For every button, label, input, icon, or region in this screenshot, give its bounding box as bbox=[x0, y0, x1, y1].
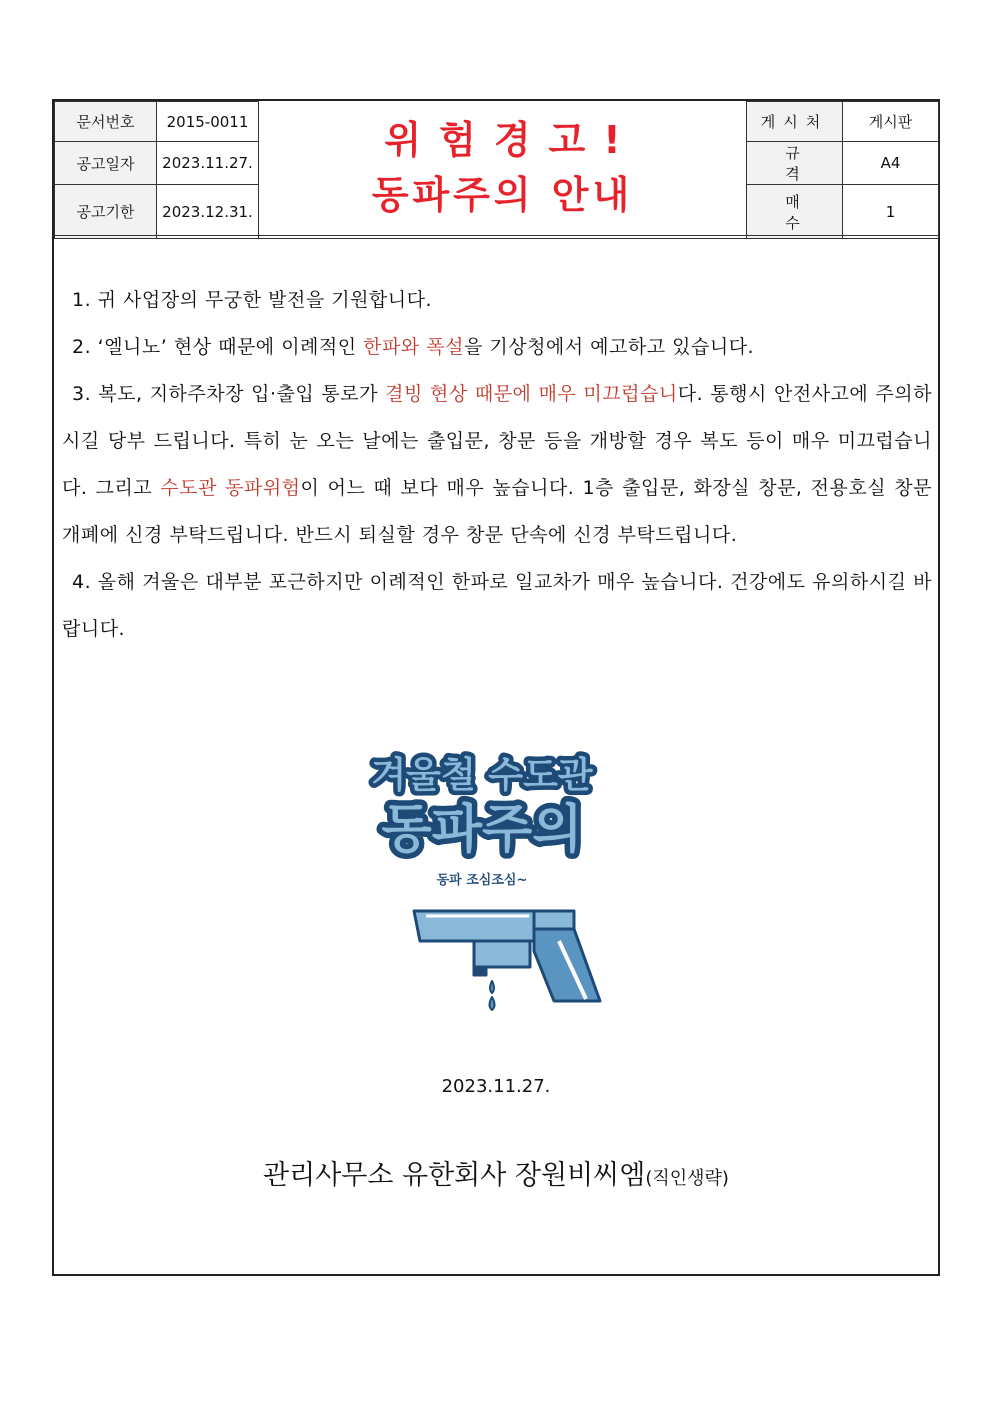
paragraph-2 bbox=[62, 324, 932, 371]
faucet-icon bbox=[414, 911, 600, 1010]
header-divider bbox=[54, 235, 938, 239]
poster-line1: 겨울철 수도관 bbox=[371, 755, 593, 796]
signature bbox=[54, 1153, 938, 1192]
post-place-label: 게시처 bbox=[747, 102, 843, 142]
deadline-label: 공고기한 bbox=[55, 185, 157, 239]
doc-no-value: 2015-0011 bbox=[157, 102, 259, 142]
post-place-value: 게시판 bbox=[843, 102, 939, 142]
p2-highlight: 한파와 폭설 bbox=[363, 336, 464, 358]
signature-name: 관리사무소 유한회사 장원비씨엠 bbox=[263, 1160, 646, 1191]
deadline-value: 2023.12.31. bbox=[157, 185, 259, 239]
frozen-pipe-poster bbox=[354, 741, 610, 1011]
p3-text-c: 이 어느 때 보다 매우 높습니다. 1층 출입문, 화장실 창문, 전용호실 창문 개폐에 신경 부탁드립니다. 반드시 퇴실할 경우 창문 단속에 신경 부탁드립니다. bbox=[62, 477, 932, 546]
poster-line2: 동파주의 bbox=[381, 800, 583, 860]
count-value: 1 bbox=[843, 185, 939, 239]
title-line1: 위험경고! bbox=[384, 117, 639, 162]
size-label: 규격 bbox=[747, 142, 843, 185]
p2-text-a: 2. ‘엘니노’ 현상 때문에 이례적인 bbox=[72, 336, 364, 358]
p3-text-b: 다. 통행시 안전사고에 주의하시길 당부 드립니다. 특히 눈 오는 날에는 출입문, 창문 등을 개방할 경우 복도 등이 매우 미끄럽습니다. 그리고 bbox=[62, 383, 932, 499]
poster-title bbox=[371, 754, 593, 860]
size-value: A4 bbox=[843, 142, 939, 185]
doc-no-label: 문서번호 bbox=[55, 102, 157, 142]
paragraph-3 bbox=[62, 371, 932, 559]
paragraph-1: 1. 귀 사업장의 무궁한 발전을 기원합니다. bbox=[72, 289, 433, 311]
notice-body bbox=[62, 277, 932, 653]
count-label: 매수 bbox=[747, 185, 843, 239]
header-table bbox=[54, 101, 939, 239]
notice-date-footer: 2023.11.27. bbox=[441, 1076, 551, 1097]
p3-highlight-2: 수도관 동파위험 bbox=[160, 477, 301, 499]
p2-text-b: 을 기상청에서 예고하고 있습니다. bbox=[463, 336, 755, 358]
notice-frame bbox=[52, 99, 940, 1276]
paragraph-4 bbox=[62, 559, 932, 653]
p4-text: 4. 올해 겨울은 대부분 포근하지만 이례적인 한파로 일교차가 매우 높습니다. 건강에도 유의하시길 바랍니다. bbox=[62, 571, 932, 640]
p3-highlight-1: 결빙 현상 때문에 매우 미끄럽습니 bbox=[385, 383, 678, 405]
title-line2: 동파주의 안내 bbox=[371, 172, 634, 217]
title-cell bbox=[259, 102, 747, 239]
poster-tagline: 동파 조심조심~ bbox=[436, 873, 528, 888]
seal-note: (직인생략) bbox=[645, 1168, 729, 1189]
notice-date-value: 2023.11.27. bbox=[157, 142, 259, 185]
p3-text-a: 3. 복도, 지하주차장 입·출입 통로가 bbox=[72, 383, 386, 405]
notice-date-label: 공고일자 bbox=[55, 142, 157, 185]
